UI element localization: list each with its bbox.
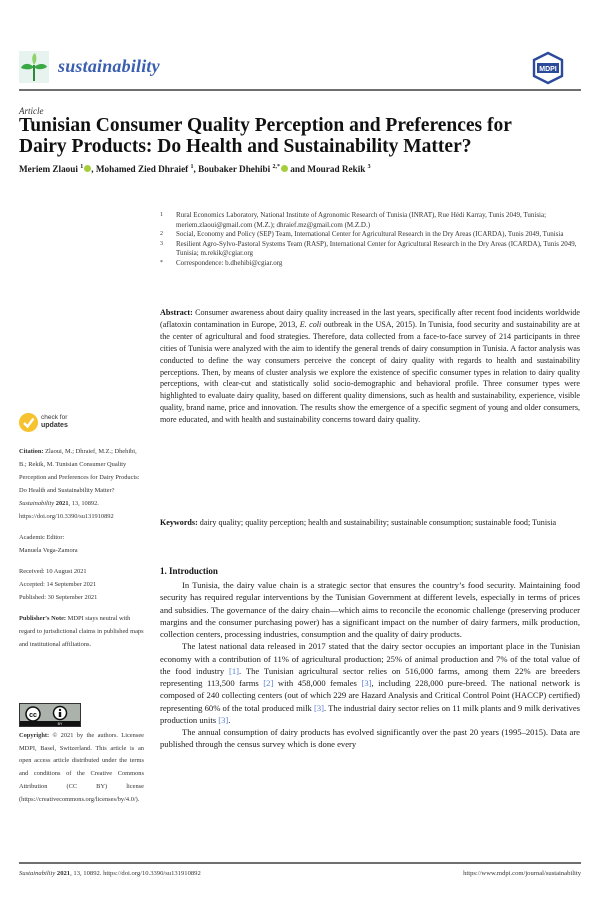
author-name: Meriem Zlaoui (19, 164, 78, 175)
article-type: Article (19, 106, 44, 116)
text-span: , including 228,000 pure-breed. The national network is composed of 240 collecting centers (out of which 229 are Hazard Analysis and Critical Control Point (HACCP) certified) representing 60% of the total produced milk (160, 678, 580, 713)
reference-link[interactable]: [3] (314, 702, 325, 713)
check-updates-line: updates (41, 422, 68, 429)
academic-editor (19, 531, 144, 557)
citation-volume: , 13, 10892. (68, 500, 99, 507)
text-span: with 458,000 females (273, 678, 362, 688)
abstract-text: outbreak in the USA, 2015). In Tunisia, food security and sustainability are at the center of agricultural and food strategies. Therefore, data collected from a face-to-face survey of 214 participants in three cities of Tunisia were analyzed with the aim to identify the general trends of dairy consumption in Tunisia. A factor analysis was conducted to define the way consumers perceive the concept of dairy quality with regards to health and sustainability perceptions. Then, by means of cluster analysis we explore the existence of specific consumer types in relation to dairy quality perceptions, with clear-cut and statistically solid socio-demographic and behavioral profile. Three consumer types were highlighted to evaluate dairy quality, based on different quality dimensions, such as health and sustainability, experience, visible quality, brand name, price and innovation. The results show the emergence of a specific segment of young and older consumers, more educated, and with health and sustainability concerns toward dairy quality. (160, 319, 580, 425)
abstract-label: Abstract: (160, 308, 193, 317)
mdpi-logo[interactable] (530, 51, 566, 85)
reference-link[interactable]: [2] (263, 678, 274, 688)
affiliation-text: Social, Economy and Policy (SEP) Team, International Center for Agricultural Research in the Dry Areas (ICARDA), Tunis 2049, Tunisia (176, 230, 564, 239)
author-list (19, 164, 579, 174)
affiliation-number: 1 (160, 212, 163, 218)
check-updates-line: check for (41, 414, 68, 421)
keywords (160, 517, 580, 529)
affiliation-text: Rural Economics Laboratory, National Institute of Agronomic Research of Tunisia (INRAT), Rue Hédi Karray, Tunis 2049, Tunisia; meriem.zlaoui@gmail.com (M.Z.); dhraief.mz@gmail.com (M.Z.D.) (176, 211, 547, 229)
creative-commons-icon (20, 704, 80, 726)
paragraph: The annual consumption of dairy products has evolved significantly over the past 20 years (1995–2015). Data are published through the census survey which is done every (160, 727, 580, 750)
citation-year: 2021 (54, 500, 69, 507)
author-name: Boubaker Dhehibi (198, 164, 271, 175)
publication-dates (19, 565, 144, 604)
reference-link[interactable]: [3] (361, 678, 372, 688)
separator: , (91, 164, 96, 175)
affiliation-item (160, 211, 580, 230)
affiliation-item (160, 240, 580, 259)
check-for-updates-button[interactable] (19, 413, 79, 437)
svg-text:MDPI: MDPI (539, 66, 557, 73)
sidebar-metadata (19, 445, 144, 659)
paper-title (19, 115, 579, 157)
author-affiliation-ref: 1 (190, 164, 194, 170)
published-date: Published: 30 September 2021 (19, 594, 98, 601)
keywords-label: Keywords: (160, 518, 198, 527)
affiliations (160, 211, 580, 269)
affiliation-number: * (160, 259, 163, 266)
author-affiliation-ref: 3 (367, 164, 371, 170)
affiliation-number: 3 (160, 240, 163, 247)
reference-link[interactable]: [1] (228, 665, 240, 676)
header-divider (19, 89, 581, 91)
footer-journal: Sustainability (19, 870, 56, 877)
citation-label: Citation: (19, 448, 44, 455)
footer-doi[interactable]: , 13, 10892. https://doi.org/10.3390/su131910892 (70, 870, 201, 877)
author-name: Mourad Rekik (307, 164, 366, 175)
svg-text:cc: cc (29, 712, 37, 719)
citation-text: Zlaoui, M.; Dhraief, M.Z.; Dhehibi, B.; Rekik, M. Tunisian Consumer Quality Perception and Preferences for Dairy Products: Do Health and Sustainability Matter? (19, 448, 140, 494)
abstract-text: Consumer awareness about dairy quality increased in the last years, specifically after recent food incidents worldwide (aflatoxin contamination in Europe, 2013, (160, 308, 580, 329)
paragraph (160, 640, 580, 726)
section-heading: 1. Introduction (160, 566, 218, 576)
academic-editor-label: Academic Editor: (19, 534, 65, 541)
reference-link[interactable]: [3] (218, 714, 229, 725)
publisher-note (19, 612, 144, 651)
citation-doi-link[interactable]: https://doi.org/10.3390/su131910892 (19, 513, 114, 520)
academic-editor-name: Manuela Vega-Zamora (19, 547, 78, 554)
check-updates-label (41, 414, 68, 430)
cc-by-license-badge[interactable] (19, 703, 81, 727)
mdpi-logo-icon (530, 51, 566, 85)
orcid-icon[interactable] (281, 165, 288, 172)
footer-divider (19, 862, 581, 864)
citation (19, 445, 144, 523)
svg-text:BY: BY (57, 722, 63, 726)
footer-citation (19, 870, 201, 877)
footer-year: 2021 (55, 870, 71, 877)
keywords-text: dairy quality; quality perception; health and sustainability; sustainable consumption; sustainable food; Tunisia (197, 518, 557, 527)
abstract-italic: E. coli (299, 319, 322, 329)
accepted-date: Accepted: 14 September 2021 (19, 581, 97, 588)
separator: and (288, 164, 308, 175)
body-text (160, 579, 580, 751)
paragraph: In Tunisia, the dairy value chain is a strategic sector that ensures the country’s food security. Maintaining food security has required regular interventions by the Tunisian Government at different levels, especially in terms of prices and subsidies. The governance of the dairy chain—which aims to reconcile the economic challenge (preserving producer margins and the consumer purchasing power) has a significant impact on the number of dairy farmers, milk production, collection centers, processing industries, consumption and the quality of dairy products. (160, 580, 580, 639)
text-span: The latest national data released in 2017 stated that the dairy sector occupies an important place in the Tunisian economy with a contribution of 11% of agricultural production; 25% of animal production and 7% of the total value of the food industry (160, 641, 580, 676)
received-date: Received: 10 August 2021 (19, 568, 87, 575)
separator: , (193, 164, 199, 175)
check-icon (19, 413, 38, 432)
citation-journal: Sustainability (19, 500, 55, 507)
affiliation-number: 2 (160, 231, 163, 238)
affiliation-text: Correspondence: b.dhehibi@cgiar.org (176, 258, 283, 267)
author-affiliation-ref: 1 (80, 164, 84, 170)
publisher-note-label: Publisher's Note: (19, 615, 67, 622)
text-span: . The industrial dairy sector relies on 11 milk plants and 9 milk derivatives production units (160, 702, 580, 725)
title-line: Dairy Products: Do Health and Sustainability Matter? (19, 136, 472, 157)
text-span: . (228, 714, 231, 725)
text-span: . The Tunisian agricultural sector relies on 516,000 farms, among them 22% are breeders representing 113,500 farms (160, 665, 580, 688)
correspondence (160, 259, 580, 269)
footer-journal-url[interactable]: https://www.mdpi.com/journal/sustainability (463, 870, 581, 877)
copyright-notice (19, 730, 144, 806)
title-line: Tunisian Consumer Quality Perception and Preferences for (19, 115, 512, 136)
author-affiliation-ref: 2,* (272, 164, 280, 170)
journal-logo (19, 51, 49, 83)
sprout-icon (19, 51, 49, 83)
publisher-note-text: MDPI stays neutral with regard to jurisdictional claims in published maps and institutional affiliations. (19, 615, 144, 648)
abstract (160, 307, 580, 426)
copyright-label: Copyright: (19, 732, 50, 739)
affiliation-item (160, 230, 580, 240)
journal-name[interactable]: sustainability (58, 56, 160, 76)
affiliation-text: Resilient Agro-Sylvo-Pastoral Systems Team (RASP), International Center for Agricultural Research in the Dry Areas (ICARDA), Tunis 2049, Tunisia; m.rekik@cgiar.org (176, 239, 577, 258)
author-name: Mohamed Zied Dhraief (95, 164, 189, 175)
copyright-text: © 2021 by the authors. Licensee MDPI, Basel, Switzerland. This article is an open access article distributed under the terms and conditions of the Creative Commons Attribution (CC BY) license (https://creativecommons.org/licenses/by/4.0/). (19, 732, 144, 803)
